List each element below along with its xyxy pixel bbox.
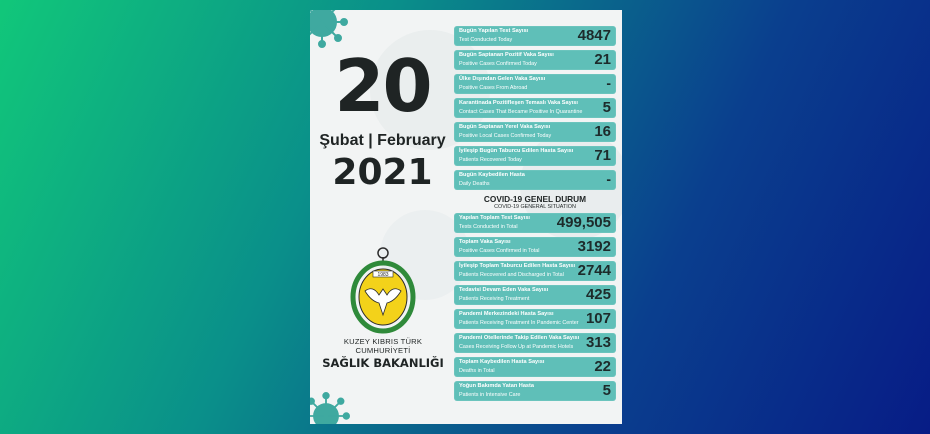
date-day: 20 bbox=[334, 44, 431, 128]
stat-label-tr: Bugün Yapılan Test Sayısı bbox=[459, 28, 529, 34]
stat-value: 4847 bbox=[577, 27, 611, 44]
stat-label-en: Positive Local Cases Confirmed Today bbox=[459, 133, 552, 139]
stat-label-en: Patients Receiving Treatment In Pandemic Center bbox=[459, 320, 579, 326]
stat-label-tr: Bugün Saptanan Pozitif Vaka Sayısı bbox=[459, 52, 554, 58]
stat-label-en: Patients Receiving Treatment bbox=[459, 296, 530, 302]
stat-value: 425 bbox=[585, 286, 611, 303]
stat-label-en: Tests Conducted in Total bbox=[459, 224, 518, 230]
stat-value: 107 bbox=[585, 310, 611, 327]
stat-label-en: Cases Receiving Follow Up at Pandemic Hotels bbox=[459, 344, 574, 350]
stat-label-en: Daily Deaths bbox=[459, 181, 490, 187]
stat-row bbox=[454, 146, 616, 166]
stat-value: - bbox=[606, 171, 611, 187]
stat-label-tr: Pandemi Merkezindeki Hasta Sayısı bbox=[459, 311, 554, 317]
date-month: Şubat | February bbox=[319, 132, 446, 149]
stat-label-tr: Bugün Kaybedilen Hasta bbox=[459, 172, 525, 178]
date-year: 2021 bbox=[332, 152, 433, 193]
ministry-country: KUZEY KIBRIS TÜRK CUMHURİYETİ bbox=[343, 337, 423, 355]
ministry-emblem-icon bbox=[343, 245, 423, 335]
stat-row bbox=[454, 50, 616, 70]
stat-label-en: Contact Cases That Became Positive In Quarantine bbox=[459, 109, 583, 115]
stat-label-tr: Toplam Vaka Sayısı bbox=[459, 239, 511, 245]
stat-row bbox=[454, 98, 616, 118]
stat-value: 21 bbox=[594, 51, 611, 68]
stat-label-en: Patients Recovered Today bbox=[459, 157, 522, 163]
daily-stats bbox=[454, 26, 616, 190]
stat-label-tr: Pandemi Otellerinde Takip Edilen Vaka Sayısı bbox=[459, 335, 580, 341]
emblem-year: 1983 bbox=[377, 272, 389, 278]
stat-label-tr: İyileşip Toplam Taburcu Edilen Hasta Sayısı bbox=[459, 263, 576, 269]
stat-row bbox=[454, 357, 616, 377]
date-block bbox=[310, 46, 455, 194]
stat-value: 3192 bbox=[577, 238, 611, 255]
stat-label-tr: Tedavisi Devam Eden Vaka Sayısı bbox=[459, 287, 549, 293]
stat-row bbox=[454, 213, 616, 233]
stat-row bbox=[454, 26, 616, 46]
stat-label-en: Patients in Intensive Care bbox=[459, 392, 521, 398]
stat-label-en: Positive Cases Confirmed Today bbox=[459, 61, 537, 67]
virus-icon bbox=[310, 10, 348, 48]
stat-row bbox=[454, 74, 616, 94]
stat-label-en: Positive Cases Confirmed in Total bbox=[459, 248, 540, 254]
stat-label-tr: Yapılan Toplam Test Sayısı bbox=[459, 215, 530, 221]
stat-label-en: Deaths in Total bbox=[459, 368, 495, 374]
stat-label-tr: Karantinada Pozitifleşen Temaslı Vaka Sayısı bbox=[459, 100, 578, 106]
stat-value: 5 bbox=[602, 382, 611, 399]
stat-value: 2744 bbox=[577, 262, 611, 279]
stat-value: 5 bbox=[602, 99, 611, 116]
stat-label-en: Positive Cases From Abroad bbox=[459, 85, 528, 91]
stat-label-tr: İyileşip Bugün Taburcu Edilen Hasta Sayısı bbox=[459, 148, 574, 154]
ministry-title: SAĞLIK BAKANLIĞI bbox=[322, 356, 444, 370]
infographic-card bbox=[310, 10, 622, 424]
stat-label-en: Patients Recovered and Discharged in Total bbox=[459, 272, 564, 278]
stat-value: 22 bbox=[594, 358, 611, 375]
general-stats bbox=[454, 213, 616, 401]
stat-value: 499,505 bbox=[556, 214, 611, 231]
stat-row bbox=[454, 285, 616, 305]
stat-value: 313 bbox=[585, 334, 611, 351]
stat-label-tr: Toplam Kaybedilen Hasta Sayısı bbox=[459, 359, 545, 365]
general-subtitle: COVID-19 GENERAL SITUATION bbox=[494, 204, 576, 210]
stat-label-tr: Ülke Dışından Gelen Vaka Sayısı bbox=[459, 76, 546, 82]
stat-value: - bbox=[606, 75, 611, 91]
stat-value: 16 bbox=[594, 123, 611, 140]
stats-panel bbox=[454, 26, 616, 405]
stat-row bbox=[454, 237, 616, 257]
stat-value: 71 bbox=[594, 147, 611, 164]
stat-row bbox=[454, 122, 616, 142]
stat-row bbox=[454, 309, 616, 329]
stat-row bbox=[454, 381, 616, 401]
ministry-name bbox=[318, 337, 448, 370]
stat-label-tr: Yoğun Bakımda Yatan Hasta bbox=[459, 383, 535, 389]
stat-row bbox=[454, 333, 616, 353]
general-heading bbox=[454, 195, 616, 209]
virus-icon bbox=[310, 392, 350, 424]
stat-row bbox=[454, 170, 616, 190]
stat-label-en: Test Conducted Today bbox=[459, 37, 513, 43]
stat-row bbox=[454, 261, 616, 281]
general-title: COVID-19 GENEL DURUM bbox=[483, 194, 587, 204]
stat-label-tr: Bugün Saptanan Yerel Vaka Sayısı bbox=[459, 124, 551, 130]
